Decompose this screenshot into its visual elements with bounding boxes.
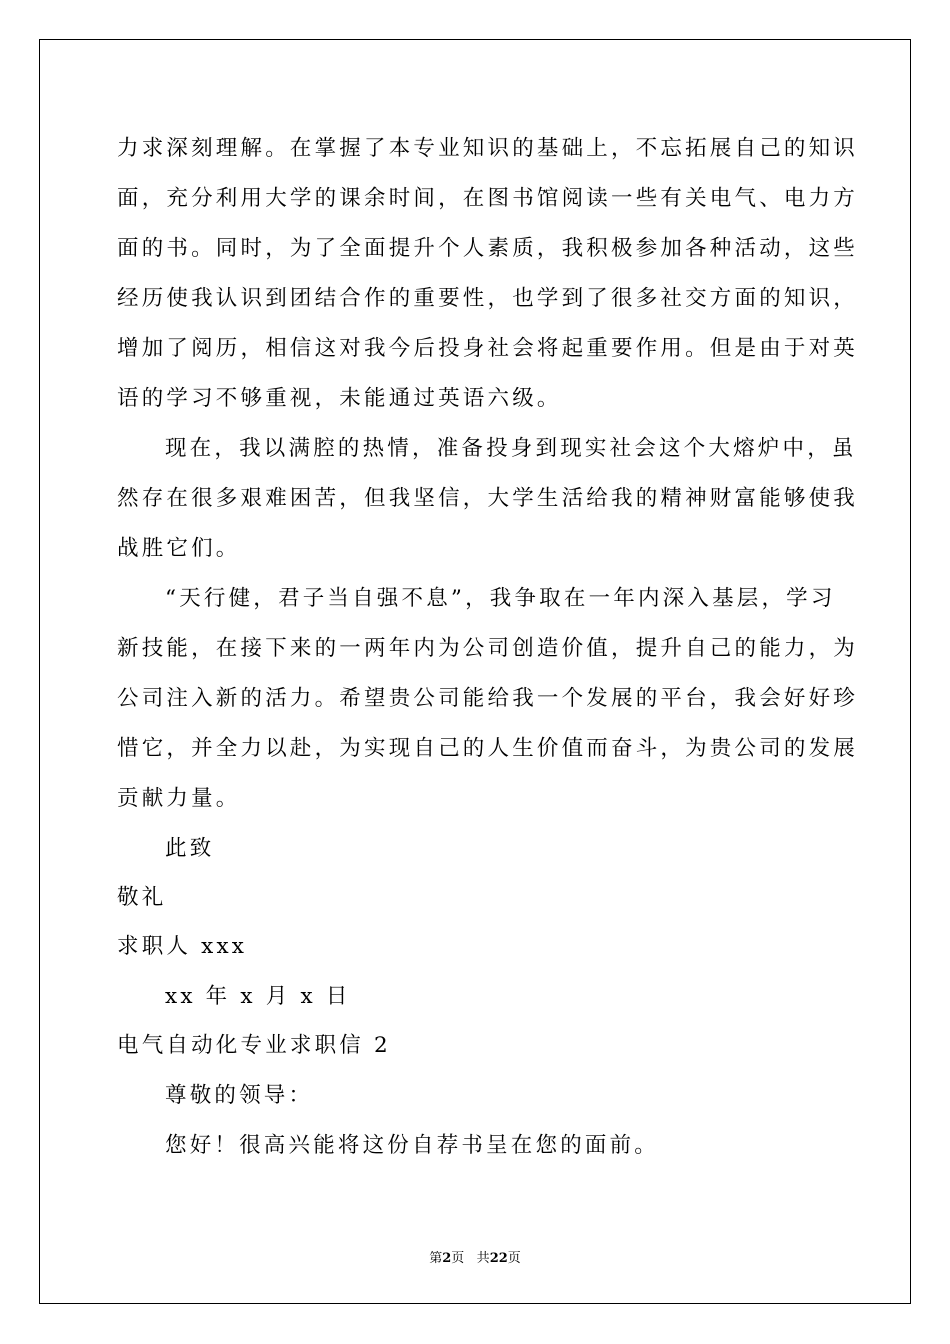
closing-line: 敬礼	[117, 885, 167, 910]
text-line: 然存在很多艰难困苦，但我坚信，大学生活给我的精神财富能够使我	[117, 486, 859, 511]
text-line: 惜它，并全力以赴，为实现自己的人生价值而奋斗，为贵公司的发展	[117, 736, 859, 761]
salutation-line: 此致	[165, 836, 215, 861]
page-number: 2	[442, 1251, 452, 1266]
total-prefix: 共	[476, 1251, 490, 1266]
text-line: 力求深刻理解。在掌握了本专业知识的基础上，不忘拓展自己的知识	[117, 136, 859, 161]
text-line: 面，充分利用大学的课余时间，在图书馆阅读一些有关电气、电力方	[117, 186, 859, 211]
text-line: 面的书。同时，为了全面提升个人素质，我积极参加各种活动，这些	[117, 236, 859, 261]
page-footer	[0, 1247, 950, 1266]
text-line: 现在，我以满腔的热情，准备投身到现实社会这个大熔炉中，虽	[165, 436, 857, 461]
total-suffix: 页	[507, 1251, 521, 1266]
text-line: 经历使我认识到团结合作的重要性，也学到了很多社交方面的知识，	[117, 286, 859, 311]
signature-line: 求职人 xxx	[117, 934, 248, 959]
text-line: 新技能，在接下来的一两年内为公司创造价值，提升自己的能力，为	[117, 636, 859, 661]
section-title: 电气自动化专业求职信 2	[117, 1033, 391, 1058]
text-line: “天行健，君子当自强不息”，我争取在一年内深入基层，学习	[165, 586, 836, 611]
text-line: 语的学习不够重视，未能通过英语六级。	[117, 386, 562, 411]
page-suffix: 页	[451, 1251, 465, 1266]
date-line: xx 年 x 月 x 日	[165, 984, 351, 1009]
greeting-line: 尊敬的领导：	[165, 1083, 314, 1108]
text-line: 贡献力量。	[117, 786, 241, 811]
text-line: 战胜它们。	[117, 536, 241, 561]
page-border	[39, 39, 911, 1304]
page-prefix: 第	[429, 1251, 443, 1266]
text-line: 您好！很高兴能将这份自荐书呈在您的面前。	[165, 1133, 660, 1158]
text-line: 公司注入新的活力。希望贵公司能给我一个发展的平台，我会好好珍	[117, 686, 859, 711]
text-line: 增加了阅历，相信这对我今后投身社会将起重要作用。但是由于对英	[117, 336, 859, 361]
total-pages: 22	[489, 1251, 508, 1266]
